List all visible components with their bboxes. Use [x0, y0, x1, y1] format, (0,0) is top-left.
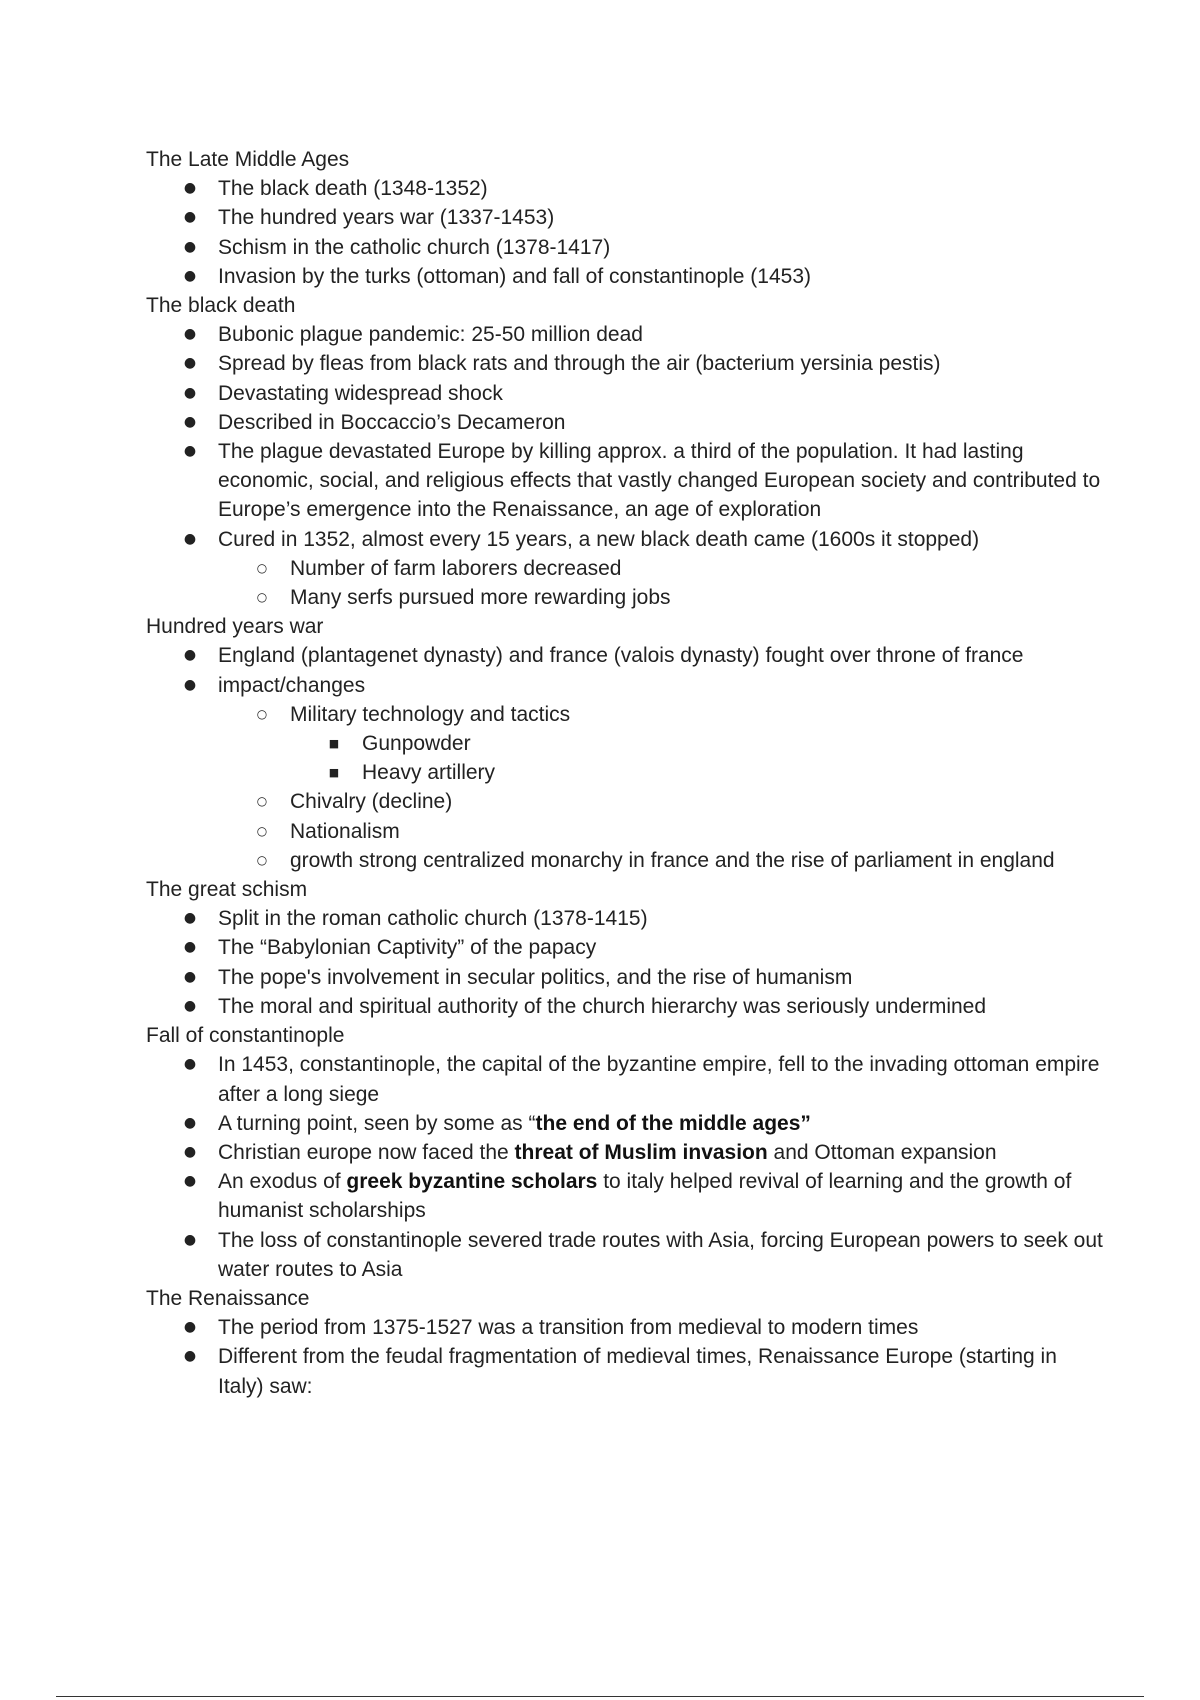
list-item: [218, 583, 1106, 612]
section-heading: The great schism: [146, 878, 308, 902]
bullet-list-level-3: [290, 729, 1106, 787]
list-item: [146, 1138, 1106, 1167]
list-item: [146, 641, 1106, 670]
bullet-list-level-2: [218, 700, 1106, 875]
list-item: [146, 379, 1106, 408]
list-item: [146, 525, 1106, 613]
outline-section: [146, 875, 1106, 1021]
list-item: [146, 1313, 1106, 1342]
list-item: [146, 904, 1106, 933]
list-item: [290, 729, 1106, 758]
outline-section: [146, 291, 1106, 612]
outline-section: [146, 1021, 1106, 1284]
list-item: [146, 408, 1106, 437]
list-item: [146, 262, 1106, 291]
list-item-text: Bubonic plague pandemic: 25-50 million dead: [218, 323, 643, 347]
text-run: A turning point, seen by some as “: [218, 1111, 536, 1135]
list-item-text: The plague devastated Europe by killing approx. a third of the population. It had lasting economic, social, and religious effects that vastly changed European society and contributed to Europe’s emergence into the Renaissance, an age of exploration: [218, 440, 1101, 522]
bullet-square-icon: ■: [328, 737, 340, 751]
bullet-disc-icon: ●: [183, 1143, 197, 1160]
bullet-disc-icon: ●: [183, 180, 197, 197]
text-run: An exodus of: [218, 1170, 347, 1194]
list-item-text: The period from 1375-1527 was a transition from medieval to modern times: [218, 1316, 919, 1340]
bullet-disc-icon: ●: [183, 443, 197, 460]
list-item-text: [218, 1112, 811, 1135]
bullet-list-level-2: [218, 554, 1106, 612]
list-item: [218, 846, 1106, 875]
list-item: [146, 963, 1106, 992]
list-item: [146, 1167, 1106, 1225]
list-item: [146, 203, 1106, 232]
bullet-disc-icon: ●: [183, 355, 197, 372]
bullet-disc-icon: ●: [183, 647, 197, 664]
list-item: [146, 1226, 1106, 1284]
list-item-text: Chivalry (decline): [290, 790, 453, 814]
list-item: [218, 554, 1106, 583]
list-item-text: The pope's involvement in secular politics, and the rise of humanism: [218, 965, 853, 989]
list-item-text: Described in Boccaccio’s Decameron: [218, 410, 566, 434]
text-run: Christian europe now faced the: [218, 1140, 515, 1164]
list-item-text: Cured in 1352, almost every 15 years, a new black death came (1600s it stopped): [218, 527, 980, 551]
list-item: [146, 671, 1106, 875]
list-item: [146, 992, 1106, 1021]
bullet-circle-icon: ○: [256, 560, 268, 575]
bullet-circle-icon: ○: [256, 852, 268, 867]
section-heading: The Renaissance: [146, 1286, 310, 1310]
list-item: [290, 758, 1106, 787]
bullet-square-icon: ■: [328, 766, 340, 780]
bullet-disc-icon: ●: [183, 238, 197, 255]
document-body: [146, 145, 1106, 1401]
bullet-disc-icon: ●: [183, 997, 197, 1014]
section-heading: The Late Middle Ages: [146, 148, 350, 171]
bold-text: the end of the middle ages”: [535, 1111, 811, 1135]
bullet-list-level-1: [146, 320, 1106, 612]
outline-section: [146, 612, 1106, 875]
text-run: to italy helped revival of learning and the growth of humanist scholarships: [218, 1170, 1072, 1223]
bullet-disc-icon: ●: [183, 1114, 197, 1131]
list-item-text: growth strong centralized monarchy in france and the rise of parliament in england: [290, 848, 1055, 872]
bullet-disc-icon: ●: [183, 1231, 197, 1248]
list-item-text: Number of farm laborers decreased: [290, 556, 622, 580]
list-item-text: [218, 1141, 997, 1164]
list-item-text: Gunpowder: [362, 732, 471, 756]
bullet-circle-icon: ○: [256, 823, 268, 838]
list-item-text: Spread by fleas from black rats and through the air (bacterium yersinia pestis): [218, 352, 941, 376]
bullet-disc-icon: ●: [183, 267, 197, 284]
list-item-text: England (plantagenet dynasty) and france (valois dynasty) fought over throne of france: [218, 644, 1024, 668]
bold-text: greek byzantine scholars: [346, 1170, 598, 1194]
list-item-text: [218, 1170, 1071, 1222]
bullet-circle-icon: ○: [256, 706, 268, 721]
bullet-list-level-1: [146, 1313, 1106, 1401]
list-item-text: impact/changes: [218, 673, 366, 697]
bullet-disc-icon: ●: [183, 1056, 197, 1073]
list-item: [146, 437, 1106, 525]
bullet-disc-icon: ●: [183, 209, 197, 226]
list-item-text: Schism in the catholic church (1378-1417): [218, 235, 611, 259]
list-item-text: Nationalism: [290, 819, 400, 843]
bullet-list-level-1: [146, 904, 1106, 1021]
list-item: [146, 933, 1106, 962]
list-item: [146, 233, 1106, 262]
bullet-circle-icon: ○: [256, 794, 268, 809]
bullet-list-level-1: [146, 641, 1106, 875]
bold-text: threat of Muslim invasion: [514, 1140, 768, 1164]
bullet-disc-icon: ●: [183, 413, 197, 430]
list-item-text: The hundred years war (1337-1453): [218, 206, 555, 230]
list-item-text: Military technology and tactics: [290, 702, 571, 726]
bullet-disc-icon: ●: [183, 676, 197, 693]
list-item-text: The “Babylonian Captivity” of the papacy: [218, 936, 597, 960]
list-item: [146, 1109, 1106, 1138]
list-item-text: Heavy artillery: [362, 761, 496, 785]
bullet-disc-icon: ●: [183, 384, 197, 401]
text-run: and Ottoman expansion: [767, 1140, 997, 1164]
list-item-text: Many serfs pursued more rewarding jobs: [290, 586, 671, 610]
list-item: [146, 174, 1106, 203]
list-item-text: Devastating widespread shock: [218, 381, 503, 405]
list-item-text: In 1453, constantinople, the capital of the byzantine empire, fell to the invading ottoman empire after a long siege: [218, 1053, 1100, 1106]
list-item-text: The moral and spiritual authority of the church hierarchy was seriously undermined: [218, 994, 987, 1018]
list-item-text: The loss of constantinople severed trade routes with Asia, forcing European powers to seek out water routes to Asia: [218, 1228, 1103, 1281]
page-bottom-divider: [56, 1696, 1144, 1697]
bullet-disc-icon: ●: [183, 326, 197, 343]
bullet-disc-icon: ●: [183, 530, 197, 547]
outline-section: [146, 145, 1106, 291]
list-item: [146, 349, 1106, 378]
bullet-disc-icon: ●: [183, 968, 197, 985]
list-item: [146, 1050, 1106, 1108]
section-heading: Hundred years war: [146, 615, 324, 639]
list-item: [218, 700, 1106, 788]
bullet-disc-icon: ●: [183, 1173, 197, 1190]
outline-section: [146, 1284, 1106, 1401]
list-item: [218, 817, 1106, 846]
bullet-list-level-1: [146, 1050, 1106, 1284]
list-item-text: Different from the feudal fragmentation of medieval times, Renaissance Europe (starting in Italy) saw:: [218, 1345, 1057, 1398]
section-heading: Fall of constantinople: [146, 1024, 345, 1048]
bullet-disc-icon: ●: [183, 939, 197, 956]
bullet-disc-icon: ●: [183, 1348, 197, 1365]
bullet-disc-icon: ●: [183, 910, 197, 927]
list-item-text: The black death (1348-1352): [218, 177, 488, 201]
list-item: [146, 320, 1106, 349]
bullet-circle-icon: ○: [256, 590, 268, 605]
list-item: [146, 1342, 1106, 1400]
list-item-text: Invasion by the turks (ottoman) and fall of constantinople (1453): [218, 264, 812, 288]
list-item: [218, 787, 1106, 816]
bullet-list-level-1: [146, 174, 1106, 291]
list-item-text: Split in the roman catholic church (1378-1415): [218, 907, 648, 931]
section-heading: The black death: [146, 294, 296, 318]
bullet-disc-icon: ●: [183, 1319, 197, 1336]
